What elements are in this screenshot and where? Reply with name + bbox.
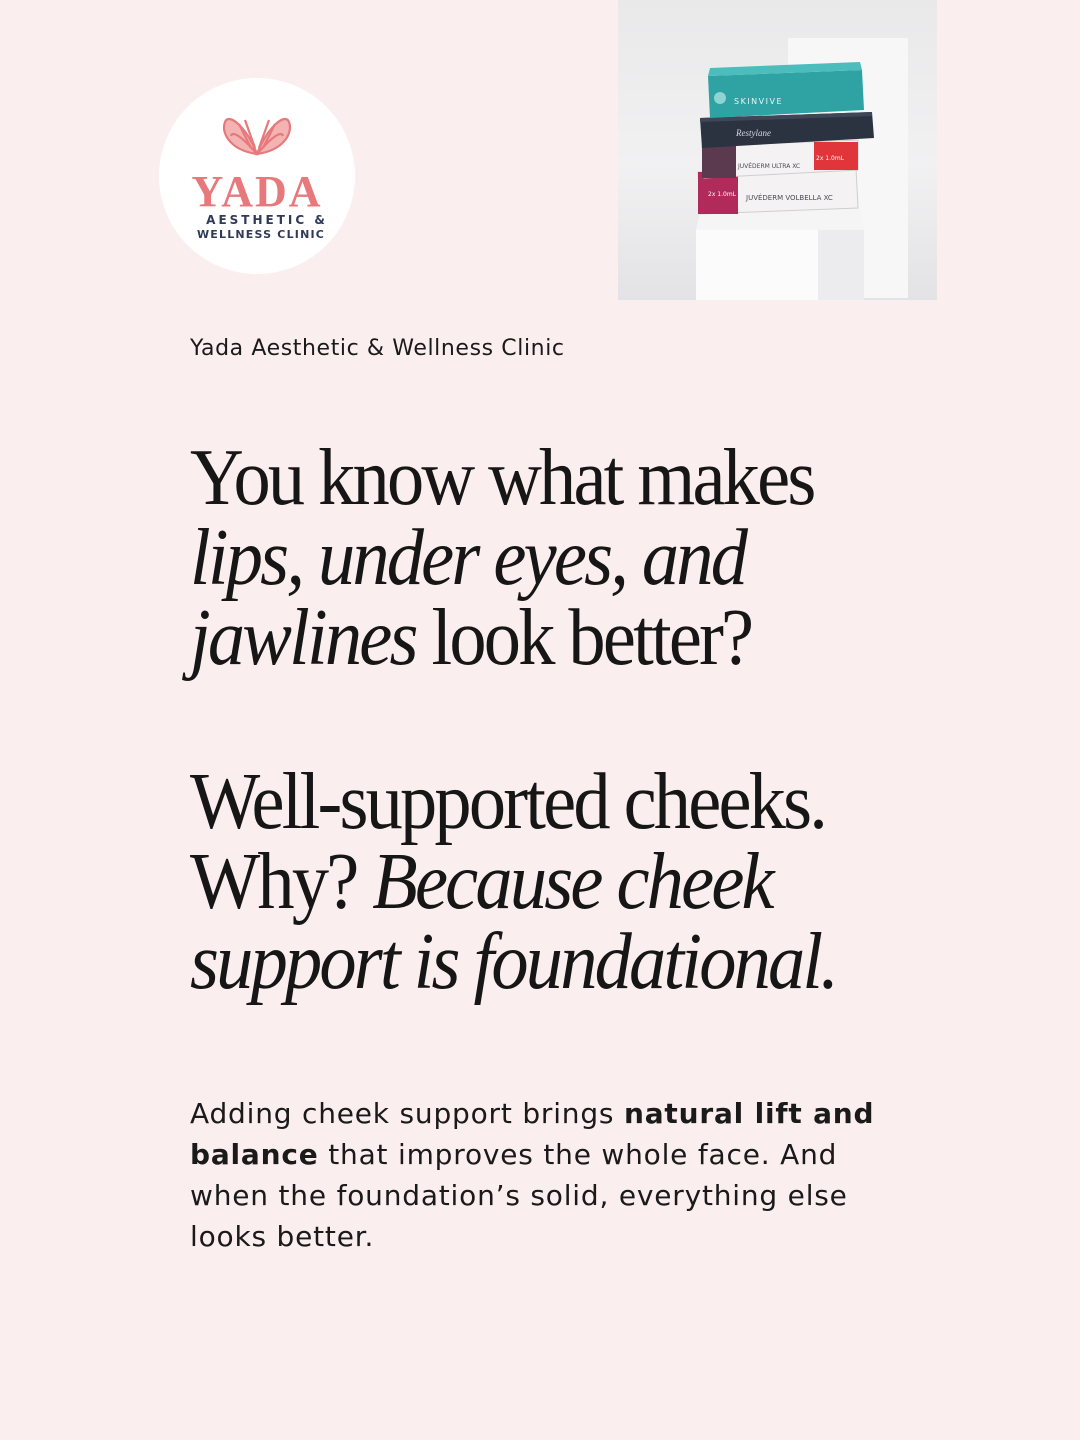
headline-question <box>190 434 860 682</box>
headline-italic-2: lips, under eyes, and <box>190 514 746 602</box>
volbella-sub: 2x 1.0mL <box>708 191 737 198</box>
volbella-label: JUVÉDERM VOLBELLA XC <box>746 194 833 202</box>
filler-boxes-image <box>618 0 937 300</box>
body-paragraph <box>190 1093 910 1257</box>
clinic-name: Yada Aesthetic & Wellness Clinic <box>190 336 565 361</box>
restylane-label: Restylane <box>736 128 771 138</box>
body-part-2: that improves the whole face. And when the foundation’s solid, everything else looks better. <box>190 1138 848 1253</box>
skinvive-box <box>708 62 864 118</box>
answer-start-2: Why? <box>190 838 373 926</box>
headline-rest-3: look better? <box>415 594 752 682</box>
logo-tagline-line2: WELLNESS CLINIC <box>196 228 326 241</box>
answer-italic-2: Because cheek <box>372 838 772 926</box>
headline-answer <box>190 758 860 1006</box>
clinic-logo <box>159 78 355 274</box>
skinvive-label: SKINVIVE <box>734 97 784 106</box>
body-part-1: Adding cheek support brings <box>190 1097 624 1130</box>
answer-line-1: Well-supported cheeks. <box>190 758 826 846</box>
product-photo <box>618 0 937 300</box>
body-bold: natural lift and balance <box>190 1097 875 1171</box>
answer-line-2 <box>190 838 860 926</box>
answer-italic-3: support is foundational. <box>190 918 837 1006</box>
butterfly-logo-icon <box>159 78 355 274</box>
ultra-label: JUVÉDERM ULTRA XC <box>738 163 801 170</box>
headline-line-3 <box>190 594 860 682</box>
logo-wordmark: YADA <box>191 167 323 216</box>
headline-line-2 <box>190 514 860 602</box>
logo-tagline-line1: AESTHETIC & <box>206 213 328 227</box>
headline-italic-3: jawlines <box>190 594 416 682</box>
headline-line-1: You know what makes <box>190 434 814 522</box>
ultra-sub: 2x 1.0mL <box>816 155 845 162</box>
answer-line-3 <box>190 918 860 1006</box>
